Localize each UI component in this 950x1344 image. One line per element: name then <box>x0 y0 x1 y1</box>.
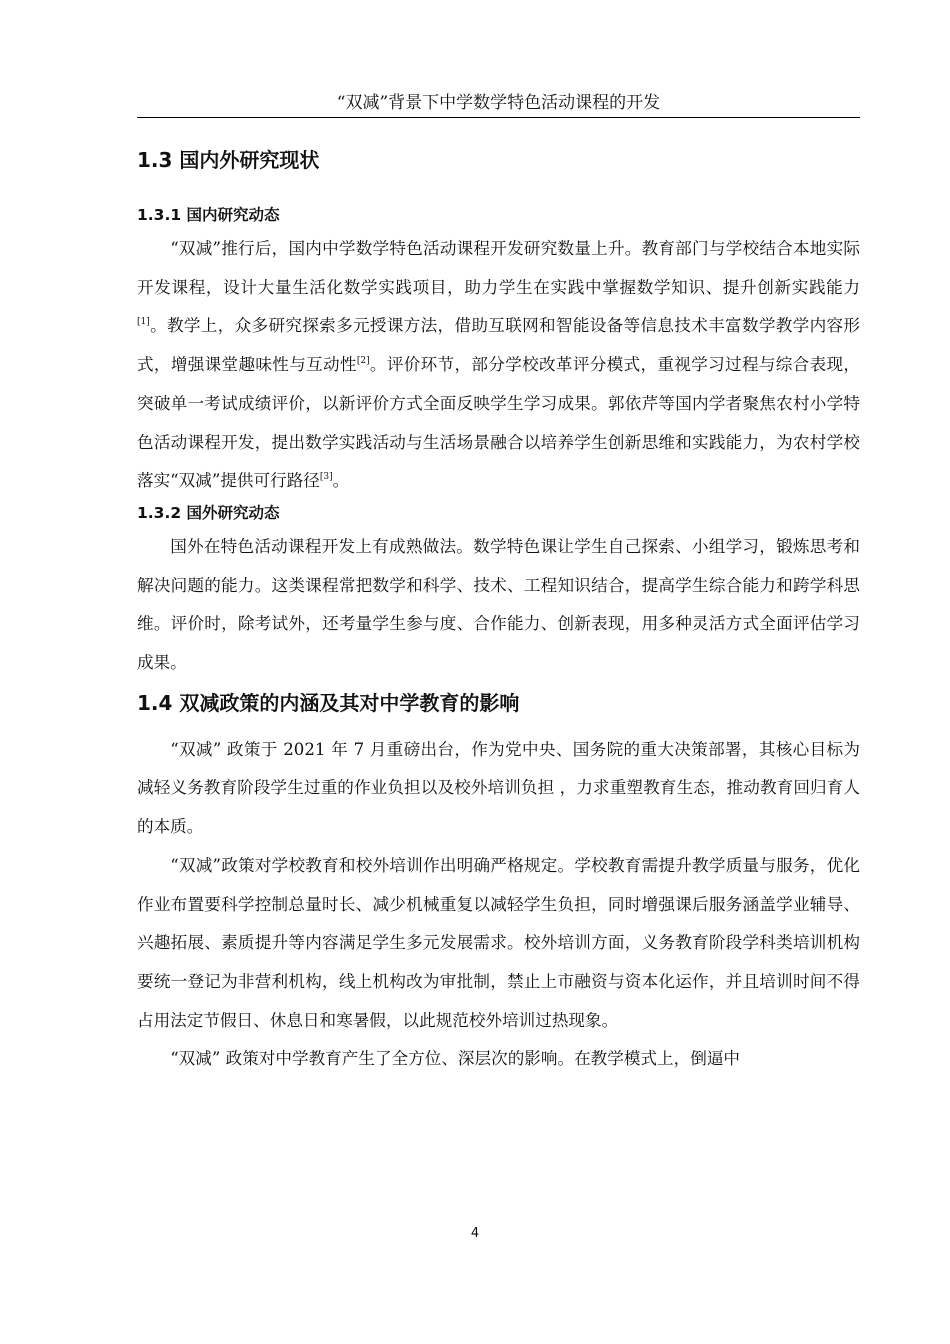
section-heading-1-3: 1.3 国内外研究现状 <box>137 148 320 172</box>
paragraph-foreign-research: 国外在特色活动课程开发上有成熟做法。数学特色课让学生自己探索、小组学习，锻炼思考和解决问题的能力。这类课程常把数学和科学、技术、工程知识结合，提高学生综合能力和跨学科思维。评价时，除考试外，还考量学生参与度、合作能力、创新表现，用多种灵活方式全面评估学习成果。 <box>137 536 860 673</box>
paragraph-domestic-research <box>137 230 860 501</box>
paragraph-policy-rules: “双减”政策对学校教育和校外培训作出明确严格规定。学校教育需提升教学质量与服务，优化作业布置要科学控制总量时长、减少机械重复以减轻学生负担，同时增强课后服务涵盖学业辅导、兴趣拓展、素质提升等内容满足学生多元发展需求。校外培训方面，义务教育阶段学科类培训机构要统一登记为非营利机构，线上机构改为审批制，禁止上市融资与资本化运作，并且培训时间不得占用法定节假日、休息日和寒暑假，以此规范校外培训过热现象。 <box>137 855 860 1030</box>
citation-ref-1: [1] <box>137 317 150 328</box>
page-number: 4 <box>470 1226 480 1241</box>
paragraph-text: 。评价环节，部分学校改革评分模式，重视学习过程与综合表现，突破单一考试成绩评价，以新评价方式全面反映学生学习成果。郭依芹等国内学者聚焦农村小学特色活动课程开发，提出数学实践活动与生活场景融合以培养学生创新思维和实践能力，为农村学校落实“双减”提供可行路径 <box>137 355 861 491</box>
paragraph-text: 。教学上，众多研究探索多元授课方法，借助互联网和智能设备等信息技术丰富数学教学内容形式，增强课堂趣味性与互动性 <box>137 316 860 375</box>
paragraph-policy-intro: “双减” 政策于 2021 年 7 月重磅出台，作为党中央、国务院的重大决策部署，其核心目标为减轻义务教育阶段学生过重的作业负担以及校外培训负担 ，力求重塑教育生态，推动教育回归育人的本质。 <box>137 739 860 837</box>
paragraph-text: “双减”推行后，国内中学数学特色活动课程开发研究数量上升。教育部门与学校结合本地实际开发课程，设计大量生活化数学实践项目，助力学生在实践中掌握数学知识、提升创新实践能力 <box>137 239 860 297</box>
subsection-heading-1-3-1: 1.3.1 国内研究动态 <box>137 206 280 224</box>
running-header: “双减”背景下中学数学特色活动课程的开发 <box>137 92 860 118</box>
paragraph-text: 。 <box>332 471 350 491</box>
page-body <box>137 146 860 1079</box>
citation-ref-3: [3] <box>319 472 333 483</box>
subsection-heading-1-3-2: 1.3.2 国外研究动态 <box>137 503 280 522</box>
paragraph-policy-impact: “双减” 政策对中学教育产生了全方位、深层次的影响。在教学模式上，倒逼中 <box>170 1049 741 1069</box>
section-heading-1-4: 1.4 双减政策的内涵及其对中学教育的影响 <box>137 690 520 715</box>
citation-ref-2: [2] <box>356 356 370 367</box>
